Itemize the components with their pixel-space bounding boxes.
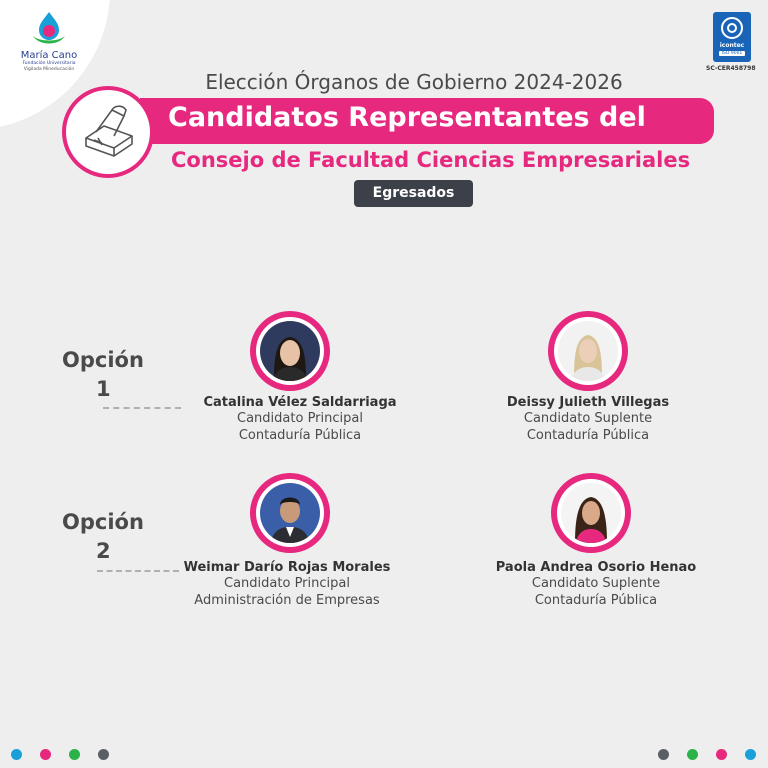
- icontec-logo-icon: [713, 12, 751, 62]
- candidate-role: Candidato Suplente: [531, 576, 661, 591]
- decor-dot: [11, 749, 22, 760]
- logo-subtitle: Fundación Universitaria: [22, 61, 76, 66]
- candidate-card-option1-suplente: [458, 395, 718, 444]
- page-title: Elección Órganos de Gobierno 2024-2026: [205, 70, 623, 94]
- logo-mark-icon: [27, 10, 71, 50]
- decor-dot: [69, 749, 80, 760]
- candidate-name: Catalina Vélez Saldarriaga: [203, 395, 397, 410]
- decor-dot: [98, 749, 109, 760]
- logo: [14, 10, 84, 72]
- category-badge: Egresados: [354, 180, 473, 207]
- candidate-card-option2-principal: [157, 560, 417, 609]
- ballot-emblem: [62, 86, 154, 178]
- banner-title-line1: Candidatos Representantes del: [168, 102, 646, 133]
- decor-dot: [745, 749, 756, 760]
- portrait-man-icon: [260, 483, 320, 543]
- ballot-box-icon: [78, 102, 138, 162]
- decor-dot: [658, 749, 669, 760]
- certification-badge: [706, 12, 756, 72]
- avatar-weimar: [250, 473, 330, 553]
- avatar-catalina: [250, 311, 330, 391]
- candidate-program: Administración de Empresas: [194, 593, 380, 608]
- portrait-woman-icon: [561, 483, 621, 543]
- option-2-label: Opción: [62, 510, 144, 534]
- avatar-paola: [551, 473, 631, 553]
- candidate-program: Contaduría Pública: [526, 428, 650, 443]
- portrait-woman-icon: [558, 321, 618, 381]
- candidate-name: Weimar Darío Rojas Morales: [183, 560, 391, 575]
- decor-dot: [40, 749, 51, 760]
- portrait-woman-icon: [260, 321, 320, 381]
- decor-dot: [687, 749, 698, 760]
- decor-dot: [716, 749, 727, 760]
- certification-brand: icontec: [719, 42, 745, 49]
- candidate-program: Contaduría Pública: [534, 593, 658, 608]
- candidate-role: Candidato Principal: [224, 576, 350, 591]
- banner-title-line2: Consejo de Facultad Ciencias Empresariales: [171, 148, 691, 172]
- candidate-role: Candidato Principal: [237, 411, 363, 426]
- option-2-number: 2: [96, 539, 111, 563]
- certification-code: SC-CER458798: [706, 65, 756, 72]
- candidate-card-option1-principal: [170, 395, 430, 444]
- candidate-name: Deissy Julieth Villegas: [506, 395, 670, 410]
- option-1-label: Opción: [62, 348, 144, 372]
- candidate-card-option2-suplente: [466, 560, 726, 609]
- option-1-number: 1: [96, 377, 111, 401]
- candidate-name: Paola Andrea Osorio Henao: [495, 560, 697, 575]
- logo-name: María Cano: [20, 50, 78, 61]
- candidate-program: Contaduría Pública: [238, 428, 362, 443]
- certification-standard: ISO 9001: [719, 51, 745, 56]
- logo-vigilada: Vigilada Mineducación: [23, 67, 75, 72]
- avatar-deissy: [548, 311, 628, 391]
- candidate-role: Candidato Suplente: [523, 411, 653, 426]
